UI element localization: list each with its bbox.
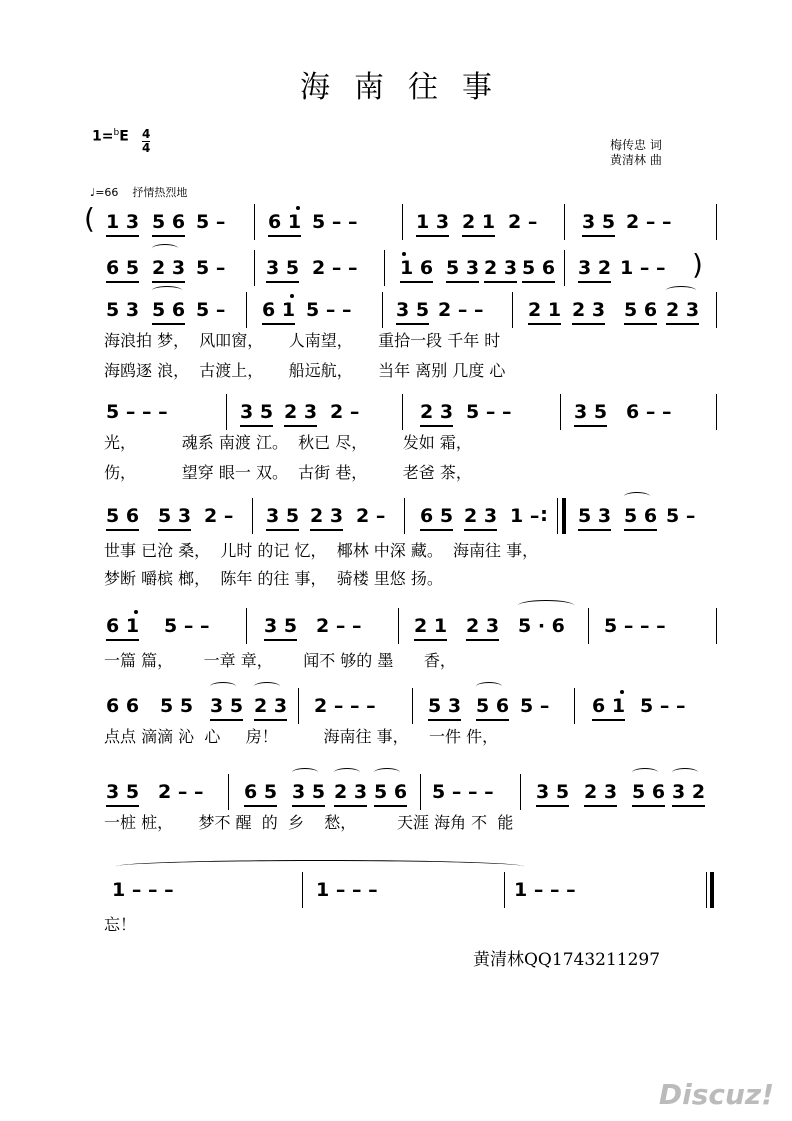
note-group: 5 – xyxy=(666,505,696,527)
tempo-marking xyxy=(90,184,187,200)
barline xyxy=(226,394,227,430)
note-group: 5 6 xyxy=(152,299,185,325)
barline xyxy=(560,394,561,430)
barline xyxy=(228,774,229,810)
slur xyxy=(210,682,236,691)
barline xyxy=(298,688,299,724)
note-group: 2 3 xyxy=(284,401,317,427)
high-octave-dot xyxy=(290,294,294,298)
barline xyxy=(404,498,405,534)
barline xyxy=(557,498,558,534)
note-group: 5 3 xyxy=(106,299,140,321)
note-group: 2 3 xyxy=(310,505,343,531)
note-group: 3 5 xyxy=(264,615,297,641)
note-group: 5 – – xyxy=(466,401,512,423)
barline xyxy=(716,394,717,430)
slur xyxy=(672,768,698,777)
note-group: 1 3 xyxy=(106,211,139,237)
note-group: 5 – xyxy=(196,257,226,279)
note-group: 3 2 xyxy=(578,257,611,283)
high-octave-dot xyxy=(296,206,300,210)
note-group: 6 1 xyxy=(262,299,295,325)
note-group: 6 – – xyxy=(626,401,672,423)
barline xyxy=(512,292,513,328)
expression: 抒情热烈地 xyxy=(132,186,188,199)
slur xyxy=(152,286,182,295)
note-group: 3 5 xyxy=(106,781,139,807)
high-octave-dot xyxy=(134,610,138,614)
tempo-value: ♩=66 xyxy=(90,186,119,199)
page-title: 海南往事 xyxy=(300,70,516,105)
note-group: 3 5 xyxy=(266,505,299,531)
note-group: 2 3 xyxy=(334,781,367,807)
open-paren: ( xyxy=(84,202,95,235)
credits xyxy=(610,138,662,168)
note-group: 5 6 xyxy=(632,781,665,807)
note-group: 2 – – xyxy=(438,299,484,321)
note-group: 2 3 xyxy=(420,401,453,427)
note-group: 3 5 xyxy=(536,781,569,807)
barline xyxy=(254,204,255,240)
note-group: 5 6 xyxy=(624,505,657,531)
note-group: 5 – – – xyxy=(432,781,494,803)
lyrics-chorus-line2: 点点 滴滴 沁 心 房！ 海南往 事， 一件 件， xyxy=(104,727,499,746)
note-group: 1 – – xyxy=(620,257,666,279)
lyricist: 梅传忠 词 xyxy=(610,138,662,152)
note-group: 3 5 xyxy=(240,401,273,427)
slur xyxy=(518,600,574,611)
note-group: 5 – xyxy=(520,695,550,717)
barline xyxy=(588,608,589,644)
note-group: 5 6 xyxy=(624,299,657,325)
barline xyxy=(252,498,253,534)
barline xyxy=(254,250,255,286)
note-group: 5 – – xyxy=(164,615,210,637)
composer: 黄清林 曲 xyxy=(610,153,662,167)
flat-sign: b xyxy=(113,128,120,138)
note-group: 6 5 xyxy=(420,505,453,531)
lyrics-ending: 忘！ xyxy=(104,915,137,934)
slur xyxy=(374,768,400,777)
barline xyxy=(412,688,413,724)
lyrics-chorus-line1: 一篇 篇， 一章 章， 闻不 够的 墨 香， xyxy=(104,651,456,670)
note-group: 1 – – – xyxy=(316,879,378,901)
note-group: 5 3 xyxy=(446,257,479,283)
lyrics-verse1-line3: 世事 已沧 桑， 儿时 的记 忆， 椰林 中深 藏。 海南往 事， xyxy=(104,541,539,560)
note-group: 5 – xyxy=(196,299,226,321)
high-octave-dot xyxy=(402,252,406,256)
note-group: 6 1 xyxy=(268,211,301,237)
lyrics-chorus-line3: 一桩 桩， 梦不 醒 的 乡 愁， 天涯 海角 不 能 xyxy=(104,813,514,832)
note-group: 2 – – – xyxy=(314,695,376,717)
note-group: 5 – – xyxy=(640,695,686,717)
barline xyxy=(716,204,717,240)
slur xyxy=(334,768,360,777)
note-group: 3 5 xyxy=(396,299,429,325)
slur xyxy=(666,286,696,295)
note-group: 6 5 xyxy=(244,781,277,807)
barline xyxy=(384,250,385,286)
barline xyxy=(246,292,247,328)
slur xyxy=(476,682,502,691)
note-group: 2 3 xyxy=(484,257,517,283)
note-group: 2 3 xyxy=(464,505,497,531)
barline xyxy=(716,292,717,328)
note-group: 2 – – xyxy=(312,257,358,279)
high-octave-dot xyxy=(620,690,624,694)
note-group: 5 3 xyxy=(428,695,461,721)
barline xyxy=(402,394,403,430)
barline xyxy=(710,872,714,908)
note-group: 2 3 xyxy=(666,299,699,325)
lyrics-verse2-line1: 海鸥逐 浪， 古渡上， 船远航， 当年 离别 几度 心 xyxy=(104,361,506,380)
note-group: 5 6 xyxy=(522,257,555,283)
barline xyxy=(564,250,565,286)
note-group: 5 6 xyxy=(374,781,407,807)
note-group: 2 – xyxy=(356,505,386,527)
lyrics-verse1-line2: 光， 魂系 南渡 江。 秋已 尽， 发如 霜， xyxy=(104,433,472,452)
slur xyxy=(632,768,658,777)
barline xyxy=(520,774,521,810)
note-group: 2 1 xyxy=(414,615,447,641)
note-group: 1 3 xyxy=(416,211,449,237)
note-group: 2 3 xyxy=(152,257,185,283)
note-group: 2 – xyxy=(330,401,360,423)
note-group: 5 5 xyxy=(160,695,194,717)
note-group: 2 – – xyxy=(626,211,672,233)
time-signature xyxy=(142,128,150,155)
barline xyxy=(504,872,505,908)
note-group: 3 5 xyxy=(210,695,243,721)
key-label: 1= xyxy=(92,128,114,145)
note-group: 6 5 xyxy=(106,257,139,283)
note-group: 2 3 xyxy=(572,299,605,325)
slur xyxy=(152,244,178,253)
note-group: 5 – xyxy=(196,211,226,233)
watermark: Discuz! xyxy=(658,1078,774,1111)
note-group: 5 – – xyxy=(306,299,352,321)
signature: 黄清林QQ1743211297 xyxy=(473,950,661,970)
lyrics-verse1-line1: 海浪拍 梦， 风吅窗， 人南望， 重拾一段 千年 时 xyxy=(104,331,501,350)
note-group: 5 3 xyxy=(158,505,191,531)
note-group: 5 6 xyxy=(152,211,185,237)
note-group: 2 1 xyxy=(462,211,495,237)
lyrics-verse2-line2: 伤， 望穿 眼一 双。 古街 巷， 老爸 茶， xyxy=(104,463,472,482)
note-group: 5 – – – xyxy=(106,401,168,423)
note-group: 2 1 xyxy=(528,299,561,325)
time-bottom: 4 xyxy=(142,141,151,155)
barline xyxy=(398,608,399,644)
note-group: 6 1 xyxy=(106,615,139,641)
barline xyxy=(562,498,566,534)
barline xyxy=(564,204,565,240)
barline xyxy=(716,608,717,644)
note-group: 5 – – xyxy=(312,211,358,233)
barline xyxy=(402,204,403,240)
note-group: 5 3 xyxy=(578,505,611,531)
note-group: 5 6 xyxy=(476,695,509,721)
key-note: E xyxy=(119,128,129,145)
note-group: 3 2 xyxy=(672,781,705,807)
barline xyxy=(302,872,303,908)
note-group: 2 3 xyxy=(584,781,617,807)
note-group: 6 1 xyxy=(592,695,625,721)
barline xyxy=(246,608,247,644)
note-group: 2 – – xyxy=(316,615,362,637)
note-group: 2 – – xyxy=(158,781,204,803)
close-paren: ) xyxy=(692,248,703,281)
key-signature xyxy=(92,128,129,145)
note-group: 2 3 xyxy=(254,695,287,721)
barline xyxy=(420,774,421,810)
slur xyxy=(254,682,280,691)
time-top: 4 xyxy=(142,127,151,141)
note-group: 2 – xyxy=(508,211,538,233)
note-group: 5 6 xyxy=(106,505,139,531)
note-group: 1 – – – xyxy=(112,879,174,901)
slur xyxy=(624,492,650,501)
barline xyxy=(382,292,383,328)
note-group: 1 6 xyxy=(400,257,433,283)
note-group: 1 – – – xyxy=(514,879,576,901)
slur xyxy=(292,768,318,777)
note-group: 3 5 xyxy=(582,211,615,237)
note-group: 6 6 xyxy=(106,695,140,717)
barline xyxy=(574,688,575,724)
note-group: 1 – xyxy=(510,505,540,527)
note-group: 3 5 xyxy=(574,401,607,427)
note-group: 5 · 6 xyxy=(518,615,565,637)
note-group: 3 5 xyxy=(292,781,325,807)
note-group: 3 5 xyxy=(266,257,299,283)
lyrics-verse2-line3: 梦断 嚼槟 榔， 陈年 的往 事， 骑楼 里悠 扬。 xyxy=(104,569,443,588)
note-group: 2 3 xyxy=(466,615,499,641)
repeat-sign: : xyxy=(540,502,548,526)
barline xyxy=(706,872,707,908)
note-group: 5 – – – xyxy=(604,615,666,637)
note-group: 2 – xyxy=(204,505,234,527)
